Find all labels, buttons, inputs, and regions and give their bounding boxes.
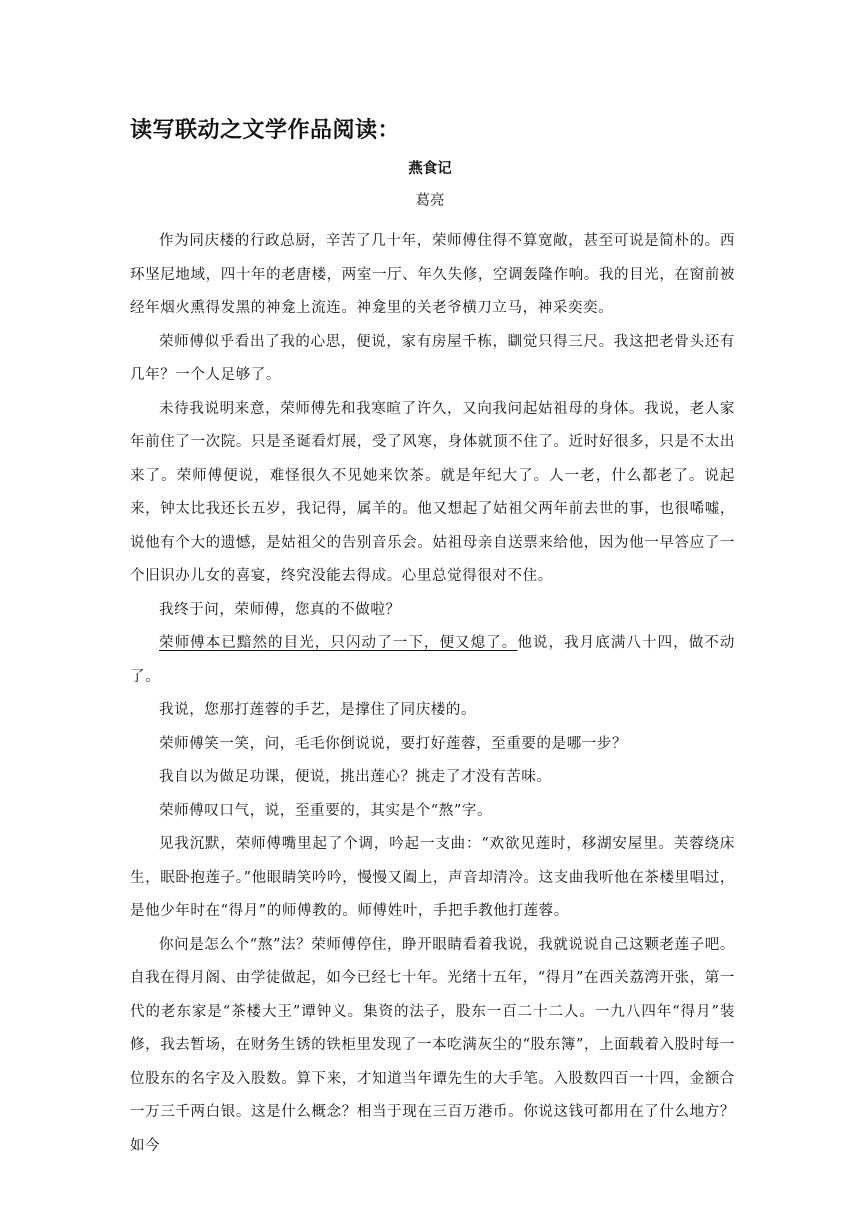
- underlined-sentence: 荣师傅本已黯然的目光，只闪动了一下，便又熄了。: [159, 635, 518, 651]
- paragraph-4: 我终于问，荣师傅，您真的不做啦？: [159, 601, 401, 618]
- paragraph-7: 荣师傅笑一笑，问，毛毛你倒说说，要打好莲蓉，至重要的是哪一步？: [159, 735, 628, 752]
- section-heading: 读写联动之文学作品阅读：: [130, 118, 401, 143]
- paragraph-8: 我自以为做足功课，便说，挑出莲心？挑走了才没有苦味。: [159, 769, 552, 785]
- paragraph-11: 你问是怎么个“熬”法？荣师傅停住，睁开眼睛看着我说，我就说说自己这颗老莲子吧。自我在得月阁、由学徒做起，如今已经七十年。光绪十五年，“得月”在西关荔湾开张，第一代的老东家是“茶楼大王”谭钟义。集资的法子，股东一百二十二人。一九八四年“得月”装修，我去暂场，在财务生锈的铁柜里发现了一本吃满灰尘的“股东簿”，上面载着入股时每一位股东的名字及入股数。算下来，才知道当年谭先生的大手笔。入股数四百一十四，金额合一万三千两白银。这是什么概念？相当于现在三百万港币。你说这钱可都用在了什么地方？如今: [130, 936, 735, 1154]
- paragraph-5: [130, 627, 735, 694]
- paragraph-3: 未待我说明来意，荣师傅先和我寒暄了许久，又向我问起姑祖母的身体。我说，老人家年前住了一次院。只是圣诞看灯展，受了风寒，身体就顶不住了。近时好很多，只是不太出来了。荣师傅便说，难怪很久不见她来饮茶。就是年纪大了。人一老，什么都老了。说起来，钟太比我还长五岁，我记得，属羊的。他又想起了姑祖父两年前去世的事，也很唏嘘，说他有个大的遗憾，是姑祖父的告别音乐会。姑祖母亲自送票来给他，因为他一早答应了一个旧识办儿女的喜宴，终究没能去得成。心里总觉得很对不住。: [130, 400, 735, 584]
- paragraph-10: 见我沉默，荣师傅嘴里起了个调，吟起一支曲：“欢欲见莲时，移湖安屋里。芙蓉绕床生，眠卧抱莲子。”他眼睛笑吟吟，慢慢又阖上，声音却清冷。这支曲我听他在茶楼里唱过，是他少年时在“得月”的师傅教的。师傅姓叶，手把手教他打莲蓉。: [130, 836, 735, 919]
- paragraph-6: 我说，您那打莲蓉的手艺，是撑住了同庆楼的。: [159, 702, 477, 718]
- article-title: 燕食记: [408, 160, 452, 177]
- paragraph-2: 荣师傅似乎看出了我的心思，便说，家有房屋千栋，瞓觉只得三尺。我这把老骨头还有几年？一个人足够了。: [130, 333, 735, 383]
- paragraph-5-rest: 他说，我月底满八十四，做不动了。: [130, 635, 735, 685]
- paragraph-9: 荣师傅叹口气，说，至重要的，其实是个“熬”字。: [159, 802, 493, 819]
- article-body: [130, 225, 735, 1163]
- paragraph-1: 作为同庆楼的行政总厨，辛苦了几十年，荣师傅住得不算宽敞，甚至可说是简朴的。西环坚尼地域，四十年的老唐楼，两室一厅、年久失修，空调轰隆作响。我的目光，在窗前被经年烟火熏得发黑的神龛上流连。神龛里的关老爷横刀立马，神采奕奕。: [130, 233, 735, 316]
- article-author: 葛亮: [415, 193, 445, 209]
